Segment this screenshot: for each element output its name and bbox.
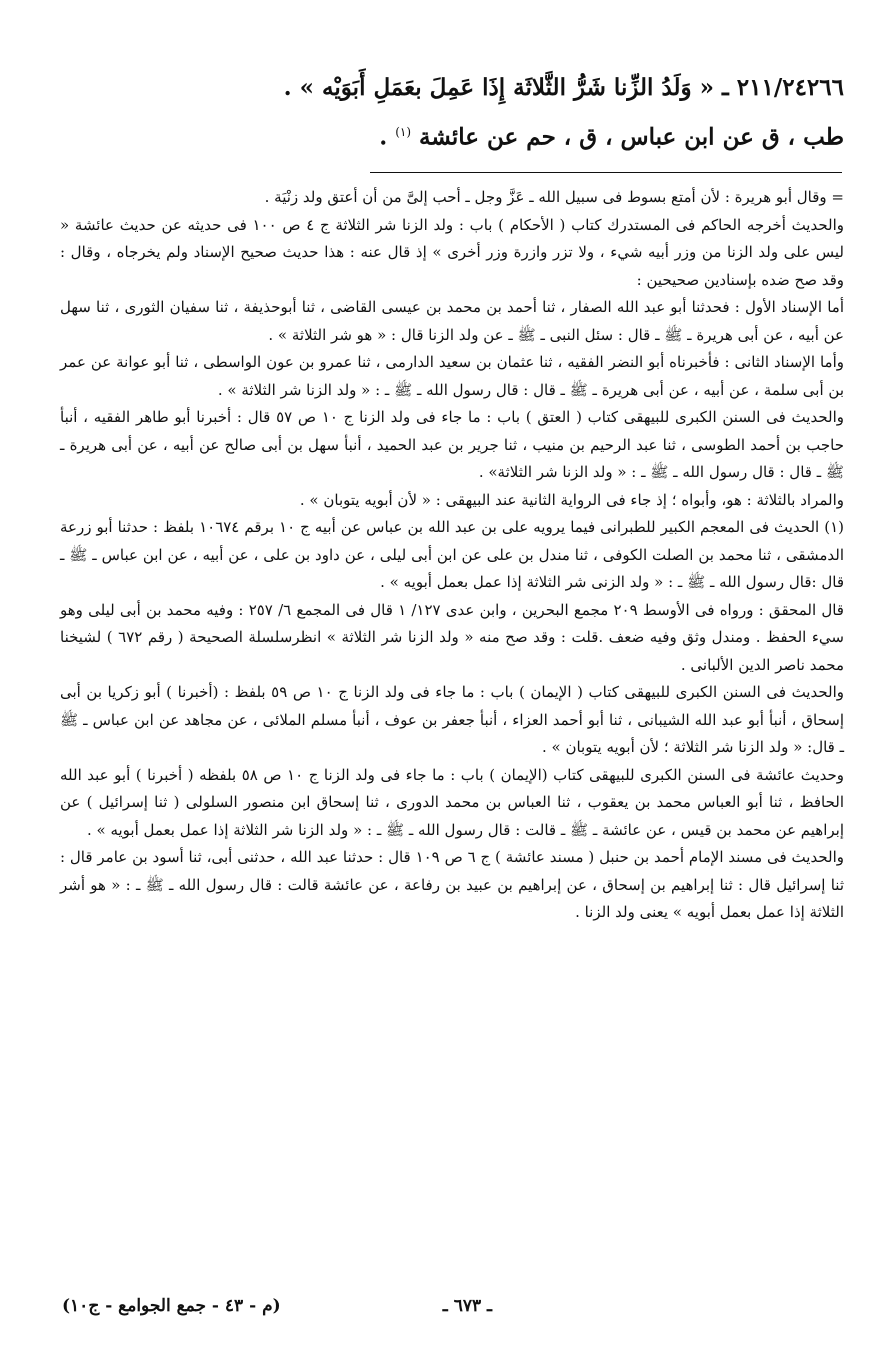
note-paragraph: أما الإسناد الأول : فحدثنا أبو عبد الله الصفار ، ثنا أحمد بن محمد بن عيسى القاضى ، ثنا أبوحذيفة ، ثنا سفيان الثورى ، ثنا سهل عن أبيه ، عن أبى هريرة ـ ﷺ ـ قال : سئل النبى ـ ﷺ ـ عن ولد الزنا قال : « هو شر الثلاثة » . — [60, 298, 844, 344]
footnote-divider — [370, 172, 842, 173]
page-footer — [62, 1296, 842, 1326]
footnote-1 — [60, 514, 844, 597]
main-entry-block — [62, 66, 844, 160]
footnote-paragraph: وحديث عائشة فى السنن الكبرى للبيهقى كتاب (الإيمان ) باب : ما جاء فى ولد الزنا ج ١٠ ص ٥٨ بلفظه ( أخبرنا ) أبو عبد الله الحافظ ، ثنا أبو العباس محمد بن يعقوب ، ثنا العباس بن محمد الدورى ، ثنا إسحاق ابن منصور السلولى ( ثنا إسرائيل ) عن إبراهيم عن محمد بن قيس ، عن عائشة ـ ﷺ ـ قالت : قال رسول الله ـ ﷺ ـ : « ولد الزنا شر الثلاثة إذا عمل بعمل أبويه » . — [60, 765, 845, 839]
hadith-text: ٢١١/٢٤٢٦٦ ـ « وَلَدُ الزِّنا شَرُّ الثَّلاثَة إِذَا عَمِلَ بعَمَلِ أَبَوَيْه » . — [283, 74, 844, 101]
note-paragraph: = وقال أبو هريرة : لأن أمتع بسوط فى سبيل الله ـ عَزَّ وجل ـ أحب إلىَّ من أن أعتق ولد زنْيَة . — [264, 188, 844, 206]
footnotes-area — [60, 184, 844, 927]
footnote-paragraph: الحديث فى المعجم الكبير للطبرانى فيما يرويه على بن عبد الله بن عباس عن أبيه ج ١٠ برقم ١٠٦٧٤ بلفظ : حدثنا أبو زرعة الدمشقى ، ثنا محمد بن الصلت الكوفى ، ثنا مندل بن على عن ابن أبى ليلى ، عن داود بن على ، عن أبيه ، عن ابن عباس ـ ﷺ ـ قال :قال رسول الله ـ ﷺ ـ : « ولد الزنى شر الثلاثة إذا عمل بعمل أبويه » . — [60, 518, 844, 591]
footnote-ref: (١) — [395, 125, 412, 139]
footnote-paragraph: والحديث فى مسند الإمام أحمد بن حنبل ( مسند عائشة ) ج ٦ ص ١٠٩ قال : حدثنا عبد الله ، حدثنى أبى، ثنا أسود بن عامر قال : ثنا إسرائيل قال : ثنا إبراهيم بن إسحاق ، عن إبراهيم بن عبيد بن رفاعة ، عن عائشة قالت : قال رسول الله ـ ﷺ ـ : « هو أشر الثلاثة إذا عمل بعمل أبويه » يعنى ولد الزنا . — [60, 848, 844, 921]
page-number: ـ ٦٧٣ ـ — [442, 1296, 492, 1316]
sources-end: . — [379, 123, 396, 151]
note-paragraph: وأما الإسناد الثانى : فأخبرناه أبو النضر الفقيه ، ثنا عثمان بن سعيد الدارمى ، ثنا عمرو بن عون الواسطى ، ثنا أبو عوانة عن عمر بن أبى سلمة ، عن أبيه ، عن أبى هريرة ـ ﷺ ـ قال : قال رسول الله ـ ﷺ ـ : « ولد الزنا شر الثلاثة » . — [60, 353, 844, 399]
footnote-paragraph: والحديث فى السنن الكبرى للبيهقى كتاب ( الإيمان ) باب : ما جاء فى ولد الزنا ج ١٠ ص ٥٩ بلفظ : (أخبرنا ) أبو زكريا بن أبى إسحاق ، أنبأ أبو عبد الله الشيبانى ، ثنا أبو أحمد العزاء ، أنبأ جعفر بن عوف ، أنبأ مسلم الملائى ، عن مجاهد عن ابن عباس ـ ﷺ ـ قال: « ولد الزنا شر الثلاثة ؛ لأن أبويه يتوبان » . — [60, 683, 845, 756]
footnote-marker: (١) — [824, 518, 845, 536]
volume-mark: (م - ٤٣ - جمع الجوامع - ج١٠) — [62, 1296, 281, 1316]
footnote-paragraph: قال المحقق : ورواه فى الأوسط ٢٠٩ مجمع البحرين ، وابن عدى ١٢٧/ ١ قال فى المجمع ٦/ ٢٥٧ : وفيه محمد بن أبى ليلى وهو سيء الحفظ . ومندل وثق وفيه ضعف .قلت : وقد صح منه « ولد الزنا شر الثلاثة » انظرسلسلة الصحيحة ( رقم ٦٧٢ ) لشيخنا محمد ناصر الدين الألبانى . — [60, 600, 844, 674]
note-paragraph: والحديث فى السنن الكبرى للبيهقى كتاب ( العتق ) باب : ما جاء فى ولد الزنا ج ١٠ ص ٥٧ قال : أخبرنا أبو طاهر الفقيه ، أنبأ حاجب بن أحمد الطوسى ، ثنا عبد الرحيم بن منيب ، ثنا جرير بن عبد الحميد ، أنبأ سهل بن أبى صالح عن أبيه ، عن أبى هريرة ـ ﷺ ـ قال : قال رسول الله ـ ﷺ ـ : « ولد الزنا شر الثلاثة» . — [60, 408, 844, 481]
note-paragraph: والمراد بالثلاثة : هو، وأبواه ؛ إذ جاء فى الرواية الثانية عند البيهقى : « لأن أبويه يتوبان » . — [299, 490, 844, 509]
note-paragraph: والحديث أخرجه الحاكم فى المستدرك كتاب ( الأحكام ) باب : ولد الزنا شر الثلاثة ج ٤ ص ١٠٠ فى حديثه عن حديث عائشة « ليس على ولد الزنا من وزر أبيه شيء ، ولا تزر وازرة وزر أخرى » إذ قال عنه : هذا حديث صحيح الإسناد ولم يخرجاه ، وقال : وقد صح ضده بإسنادين صحيحين : — [60, 215, 845, 289]
sources-text: طب ، ق عن ابن عباس ، ق ، حم عن عائشة — [419, 123, 844, 151]
hadith-sources — [62, 110, 844, 160]
